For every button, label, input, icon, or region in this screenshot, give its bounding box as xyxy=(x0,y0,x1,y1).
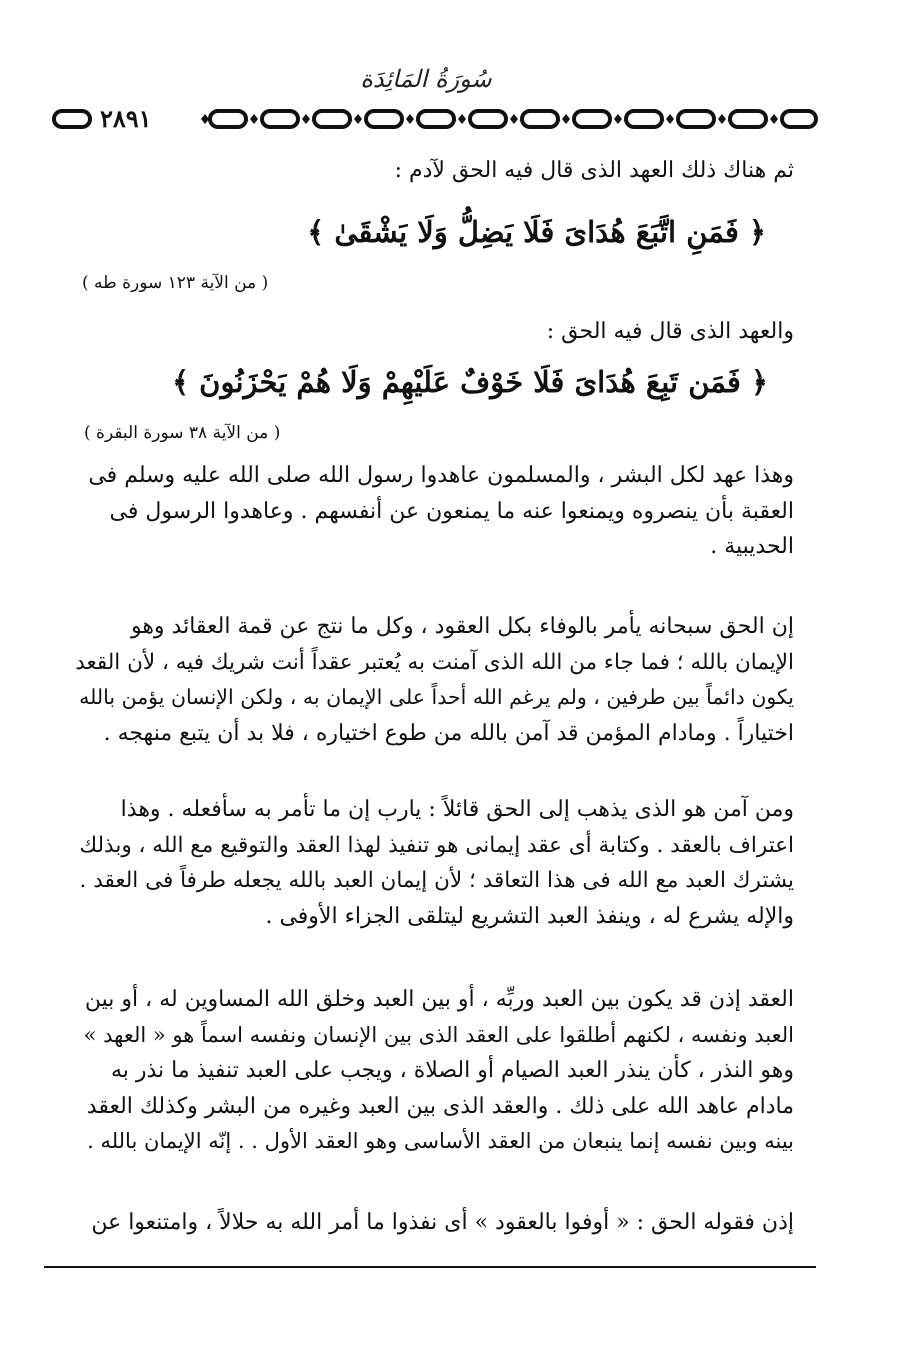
paragraph-line: وهذا عهد لكل البشر ، والمسلمون عاهدوا رسول الله صلى الله عليه وسلم فى xyxy=(88,463,794,488)
paragraph-line: والإله يشرع له ، وينفذ العبد التشريع ليتلقى الجزاء الأوفى . xyxy=(265,903,794,929)
footer-rule xyxy=(44,1266,816,1268)
paragraph-line: يكون دائماً بين طرفين ، ولم يرغم الله أحداً على الإيمان به ، ولكن الإنسان يؤمن بالله xyxy=(79,685,794,709)
second-intro-line: والعهد الذى قال فيه الحق : xyxy=(546,319,794,344)
intro-line: ثم هناك ذلك العهد الذى قال فيه الحق لآدم : xyxy=(394,158,794,183)
paragraph-line: إذن فقوله الحق : « أوفوا بالعقود » أى نفذوا ما أمر الله به حلالاً ، وامتنعوا عن xyxy=(91,1210,794,1235)
paragraph-line: يشترك العبد مع الله فى هذا التعاقد ؛ لأن إيمان العبد بالله يجعله طرفاً فى العقد . xyxy=(79,868,794,893)
paragraph-3 xyxy=(74,792,794,934)
paragraph-4 xyxy=(74,982,794,1160)
paragraph-line: إن الحق سبحانه يأمر بالوفاء بكل العقود ، وكل ما نتج عن قمة العقائد وهو xyxy=(130,614,794,639)
surah-title: سُورَةُ المَائِدَة xyxy=(360,65,492,93)
verse-citation-taha: ( من الآية ١٢٣ سورة طه ) xyxy=(82,273,269,293)
paragraph-line: العقد إذن قد يكون بين العبد وربِّه ، أو بين العبد وخلق الله المساوين له ، أو بين xyxy=(84,987,794,1012)
paragraph-line: العقبة بأن ينصروه ويمنعوا عنه ما يمنعون عن أنفسهم . وعاهدوا الرسول فى xyxy=(109,498,794,524)
paragraph-5 xyxy=(74,1205,794,1241)
paragraph-line: اعتراف بالعقد . وكتابة أى عقد إيمانى هو تنفيذ لهذا العقد والتوقيع مع الله ، وبذلك xyxy=(79,832,794,858)
paragraph-line: بينه وبين نفسه إنما ينبعان من العقد الأساسى وهو العقد الأول . . إنّه الإيمان بالله . xyxy=(87,1129,794,1153)
quran-verse-taha: ﴿ فَمَنِ اتَّبَعَ هُدَاىَ فَلَا يَضِلُّ وَلَا يَشْقَىٰ ﴾ xyxy=(307,215,766,249)
paragraph-line: وهو النذر ، كأن ينذر العبد الصيام أو الصلاة ، ويجب على العبد تنفيذ ما نذر به xyxy=(110,1058,794,1083)
page-number: ٢٨٩١ xyxy=(96,104,156,134)
verse-citation-baqara: ( من الآية ٣٨ سورة البقرة ) xyxy=(84,423,281,443)
paragraph-line: الحديبية . xyxy=(710,534,794,559)
paragraph-line: اختياراً . ومادام المؤمن قد آمن بالله من طوع اختياره ، فلا بد أن يتبع منهجه . xyxy=(103,720,794,746)
paragraph-2 xyxy=(74,609,794,751)
paragraph-line: الإيمان بالله ؛ فما جاء من الله الذى آمنت به يُعتبر عقداً أنت شريك فيه ، لأن القعد xyxy=(75,649,794,675)
paragraph-line: العبد ونفسه ، لكنهم أطلقوا على العقد الذى بين الإنسان ونفسه اسماً هو « العهد » xyxy=(83,1022,794,1047)
header-ornament xyxy=(50,104,820,134)
quran-verse-baqara: ﴿ فَمَن تَبِعَ هُدَاىَ فَلَا خَوْفٌ عَلَيْهِمْ وَلَا هُمْ يَحْزَنُونَ ﴾ xyxy=(172,365,768,399)
paragraph-line: مادام عاهد الله على ذلك . والعقد الذى بين العبد وغيره من البشر وكذلك العقد xyxy=(86,1093,794,1119)
paragraph-line: ومن آمن هو الذى يذهب إلى الحق قائلاً : يارب إن ما تأمر به سأفعله . وهذا xyxy=(120,797,794,822)
paragraph-1 xyxy=(74,458,794,565)
